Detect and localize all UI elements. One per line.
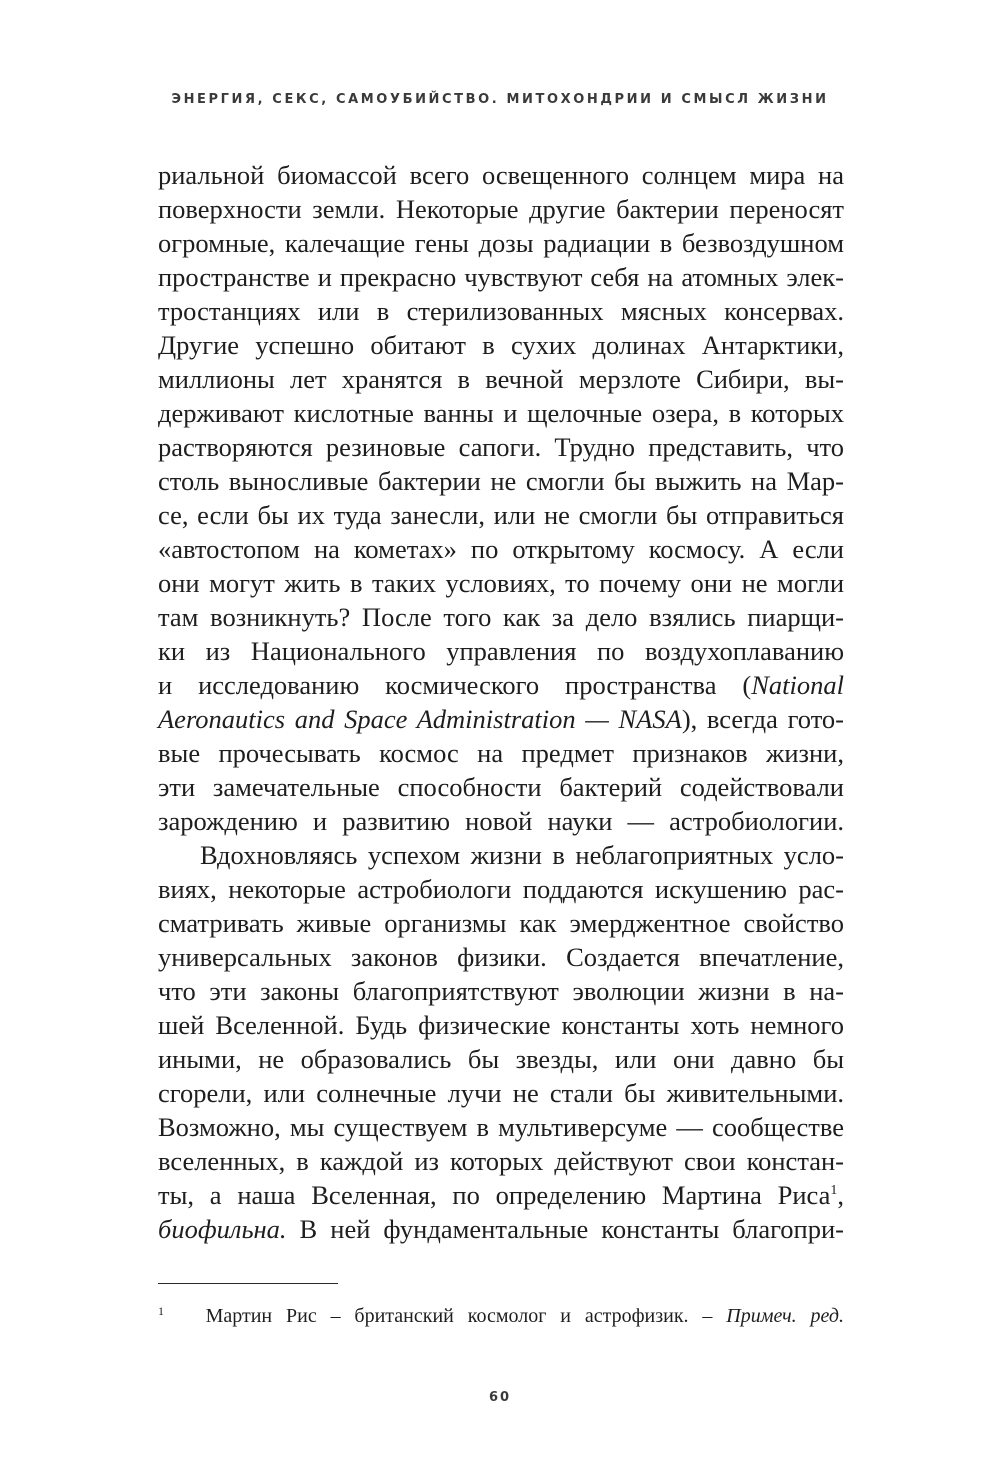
running-header: ЭНЕРГИЯ, СЕКС, САМОУБИЙСТВО. МИТОХОНДРИИ И СМЫСЛ ЖИЗНИ [171, 92, 829, 107]
text-line: сматривать живые организмы как эмерджентное свойство [158, 908, 844, 938]
text-fragment: ), всегда гото- [681, 704, 844, 734]
text-line: виях, некоторые астробиологи поддаются искушению рас- [158, 874, 844, 904]
italic-fragment: Aeronautics and Space Administration — NASA [158, 704, 682, 734]
text-line [158, 1178, 844, 1212]
text-line: держивают кислотные ванны и щелочные озера, в которых [158, 398, 844, 428]
text-line: сгорели, или солнечные лучи не стали бы живительными. [158, 1078, 844, 1108]
text-line: растворяются резиновые сапоги. Трудно представить, что [158, 432, 844, 462]
text-line [158, 668, 844, 702]
text-line: Возможно, мы существуем в мультиверсуме — сообществе [158, 1112, 844, 1142]
text-line: шей Вселенной. Будь физические константы хоть немного [158, 1010, 844, 1040]
body-text [158, 158, 844, 1246]
text-line: Другие успешно обитают в сухих долинах Антарктики, [158, 330, 844, 360]
footnote-number: 1 [158, 1304, 164, 1318]
italic-fragment: National [751, 670, 844, 700]
footnote [158, 1303, 844, 1329]
text-line: поверхности земли. Некоторые другие бактерии переносят [158, 194, 844, 224]
text-line [158, 1212, 844, 1246]
page-number: 60 [488, 1390, 512, 1405]
text-line: миллионы лет хранятся в вечной мерзлоте Сибири, вы- [158, 364, 844, 394]
text-line: пространстве и прекрасно чувствуют себя на атомных элек- [158, 262, 844, 292]
text-line: универсальных законов физики. Создается впечатление, [158, 942, 844, 972]
text-line: тростанциях или в стерилизованных мясных консервах. [158, 296, 844, 326]
text-line [158, 702, 844, 736]
footnote-editor-note: Примеч. ред. [726, 1305, 845, 1327]
text-line: зарождению и развитию новой науки — астробиологии. [158, 806, 844, 836]
text-line: столь выносливые бактерии не смогли бы выжить на Мар- [158, 466, 844, 496]
italic-fragment: биофильна. [158, 1214, 287, 1244]
text-line: се, если бы их туда занесли, или не смогли бы отправиться [158, 500, 844, 530]
footnote-text: Мартин Рис – британский космолог и астрофизик. – [205, 1305, 727, 1327]
text-fragment: и исследованию космического пространства ( [158, 670, 752, 700]
text-line: вые прочесывать космос на предмет признаков жизни, [158, 738, 844, 768]
text-line: Вдохновляясь успехом жизни в неблагоприятных усло- [200, 840, 844, 870]
text-fragment: В ней фундаментальные константы благопри- [286, 1214, 844, 1244]
text-line: они могут жить в таких условиях, то почему они не могли [158, 568, 844, 598]
text-line: ки из Национального управления по воздухоплаванию [158, 636, 844, 666]
footnote-reference: 1 [830, 1183, 838, 1198]
text-line: эти замечательные способности бактерий содействовали [158, 772, 844, 802]
text-fragment: , [837, 1180, 844, 1210]
text-line: огромные, калечащие гены дозы радиации в безвоздушном [158, 228, 844, 258]
text-fragment: ты, а наша Вселенная, по определению Мартина Риса [158, 1180, 831, 1210]
text-line: иными, не образовались бы звезды, или они давно бы [158, 1044, 844, 1074]
text-line: что эти законы благоприятствуют эволюции жизни в на- [158, 976, 844, 1006]
footnote-divider [158, 1283, 338, 1284]
text-line: риальной биомассой всего освещенного солнцем мира на [158, 160, 844, 190]
text-line: там возникнуть? После того как за дело взялись пиарщи- [158, 602, 844, 632]
text-line: «автостопом на кометах» по открытому космосу. А если [158, 534, 844, 564]
text-line: вселенных, в каждой из которых действуют свои констан- [158, 1146, 844, 1176]
